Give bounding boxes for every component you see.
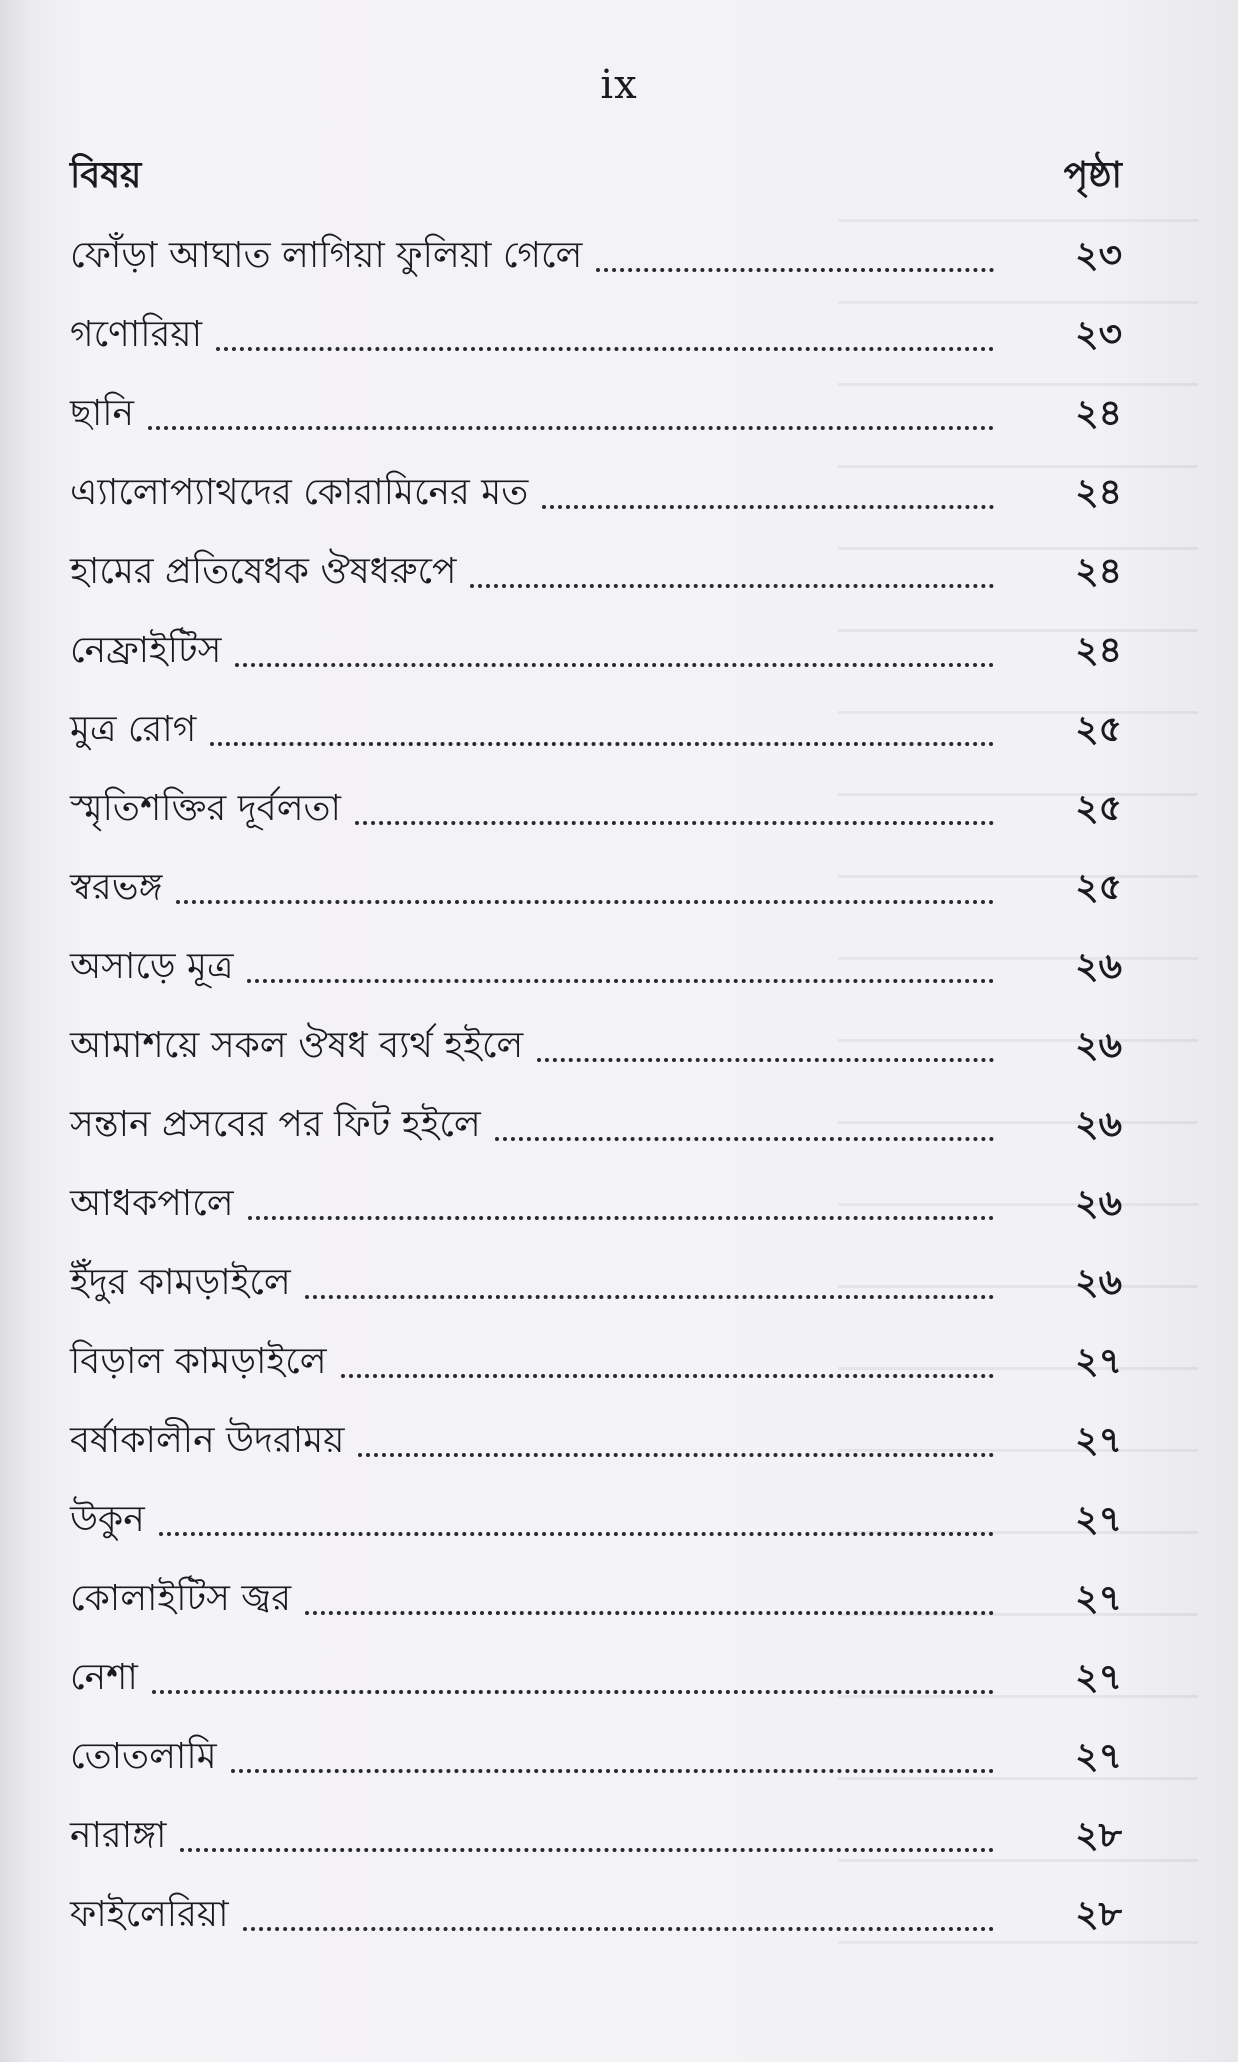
toc-entry-page: ২৫ — [1075, 866, 1122, 908]
toc-entry — [70, 457, 1122, 536]
toc-entry-page: ২৪ — [1075, 471, 1122, 513]
toc-entry — [70, 299, 1122, 378]
dot-leader — [248, 1186, 994, 1220]
toc-entry — [70, 1642, 1122, 1721]
dot-leader — [355, 791, 994, 825]
toc-entry-page: ২৮ — [1075, 1814, 1122, 1856]
toc-entry — [70, 773, 1122, 852]
toc-entry-page: ২৩ — [1075, 313, 1122, 355]
toc-entry-page: ২৩ — [1075, 234, 1122, 276]
toc-entry-page: ২৭ — [1075, 1735, 1122, 1777]
toc-entry-title: ইঁদুর কামড়াইলে — [70, 1262, 291, 1303]
page-column-header: পৃষ্ঠা — [1063, 154, 1122, 196]
toc-entry — [70, 1326, 1122, 1405]
toc-entry-page: ২৪ — [1075, 392, 1122, 434]
dot-leader — [341, 1344, 994, 1378]
toc-entry — [70, 1247, 1122, 1326]
dot-leader — [542, 475, 994, 509]
toc-entry-page: ২৮ — [1075, 1893, 1122, 1935]
toc-entry — [70, 536, 1122, 615]
toc-entry-page: ২৬ — [1075, 1261, 1122, 1303]
toc-entry — [70, 1089, 1122, 1168]
toc-entry — [70, 852, 1122, 931]
toc-entry-title: গণোরিয়া — [70, 314, 203, 355]
subject-column-header: বিষয় — [70, 154, 142, 196]
toc-entry-title: নেফ্রাইটিস — [70, 630, 222, 671]
toc-entry-page: ২৭ — [1075, 1419, 1122, 1461]
toc-entry-title: স্বরভঙ্গ — [70, 867, 163, 908]
toc-entry — [70, 1721, 1122, 1800]
toc-entry-title: আধকপালে — [70, 1183, 234, 1224]
toc-entry-page: ২৭ — [1075, 1340, 1122, 1382]
toc-entry — [70, 220, 1122, 299]
dot-leader — [148, 396, 994, 430]
toc-entry-title: উকুন — [70, 1499, 145, 1540]
toc-entry-title: ফোঁড়া আঘাত লাগিয়া ফুলিয়া গেলে — [70, 235, 583, 276]
page-number: ix — [600, 62, 638, 108]
toc-entry-title: ফাইলেরিয়া — [70, 1894, 229, 1935]
toc-entry-title: নারাঙ্গা — [70, 1815, 167, 1856]
dot-leader — [176, 870, 994, 904]
dot-leader — [210, 712, 994, 746]
toc-entry-title: হামের প্রতিষেধক ঔষধরুপে — [70, 551, 457, 592]
toc-entry — [70, 931, 1122, 1010]
dot-leader — [159, 1502, 994, 1536]
toc-entry — [70, 694, 1122, 773]
toc-entry-page: ২৫ — [1075, 708, 1122, 750]
dot-leader — [470, 554, 994, 588]
toc-entry — [70, 1484, 1122, 1563]
dot-leader — [247, 949, 994, 983]
dot-leader — [305, 1581, 994, 1615]
toc-entry-page: ২৭ — [1075, 1656, 1122, 1698]
toc-entry — [70, 1168, 1122, 1247]
dot-leader — [243, 1897, 994, 1931]
toc-entry-page: ২৬ — [1075, 1024, 1122, 1066]
toc-entry-title: কোলাইটিস জ্বর — [70, 1578, 292, 1619]
toc-entry-page: ২৪ — [1075, 550, 1122, 592]
toc-entry-page: ২৭ — [1075, 1577, 1122, 1619]
toc-entry-title: আমাশয়ে সকল ঔষধ ব্যর্থ হইলে — [70, 1025, 524, 1066]
toc-entry-title: মুত্র রোগ — [70, 709, 197, 750]
toc-entry-title: তোতলামি — [70, 1736, 217, 1777]
toc-entry-title: নেশা — [70, 1657, 138, 1698]
toc-entry-title: বর্ষাকালীন উদরাময় — [70, 1420, 345, 1461]
dot-leader — [596, 238, 994, 272]
toc-entry — [70, 1879, 1122, 1958]
dot-leader — [235, 633, 994, 667]
toc-entry-page: ২৬ — [1075, 1103, 1122, 1145]
toc-entry-page: ২৪ — [1075, 629, 1122, 671]
toc-entry — [70, 1405, 1122, 1484]
dot-leader — [305, 1265, 994, 1299]
dot-leader — [537, 1028, 994, 1062]
dot-leader — [358, 1423, 994, 1457]
toc-entry-title: অসাড়ে মূত্র — [70, 946, 234, 987]
dot-leader — [495, 1107, 994, 1141]
table-of-contents — [70, 220, 1122, 1958]
dot-leader — [231, 1739, 994, 1773]
toc-entry — [70, 1563, 1122, 1642]
toc-entry-title: ছানি — [70, 393, 135, 434]
toc-entry-page: ২৬ — [1075, 945, 1122, 987]
dot-leader — [152, 1660, 994, 1694]
toc-entry-title: এ্যালোপ্যাথদের কোরামিনের মত — [70, 472, 529, 513]
toc-entry — [70, 378, 1122, 457]
toc-entry — [70, 1010, 1122, 1089]
toc-entry-title: বিড়াল কামড়াইলে — [70, 1341, 327, 1382]
toc-entry-page: ২৭ — [1075, 1498, 1122, 1540]
toc-entry-title: স্মৃতিশক্তির দূর্বলতা — [70, 788, 341, 829]
toc-entry — [70, 1800, 1122, 1879]
toc-entry-page: ২৬ — [1075, 1182, 1122, 1224]
dot-leader — [216, 317, 994, 351]
toc-entry — [70, 615, 1122, 694]
toc-entry-title: সন্তান প্রসবের পর ফিট হইলে — [70, 1104, 481, 1145]
dot-leader — [180, 1818, 994, 1852]
toc-entry-page: ২৫ — [1075, 787, 1122, 829]
toc-header — [70, 148, 1122, 198]
